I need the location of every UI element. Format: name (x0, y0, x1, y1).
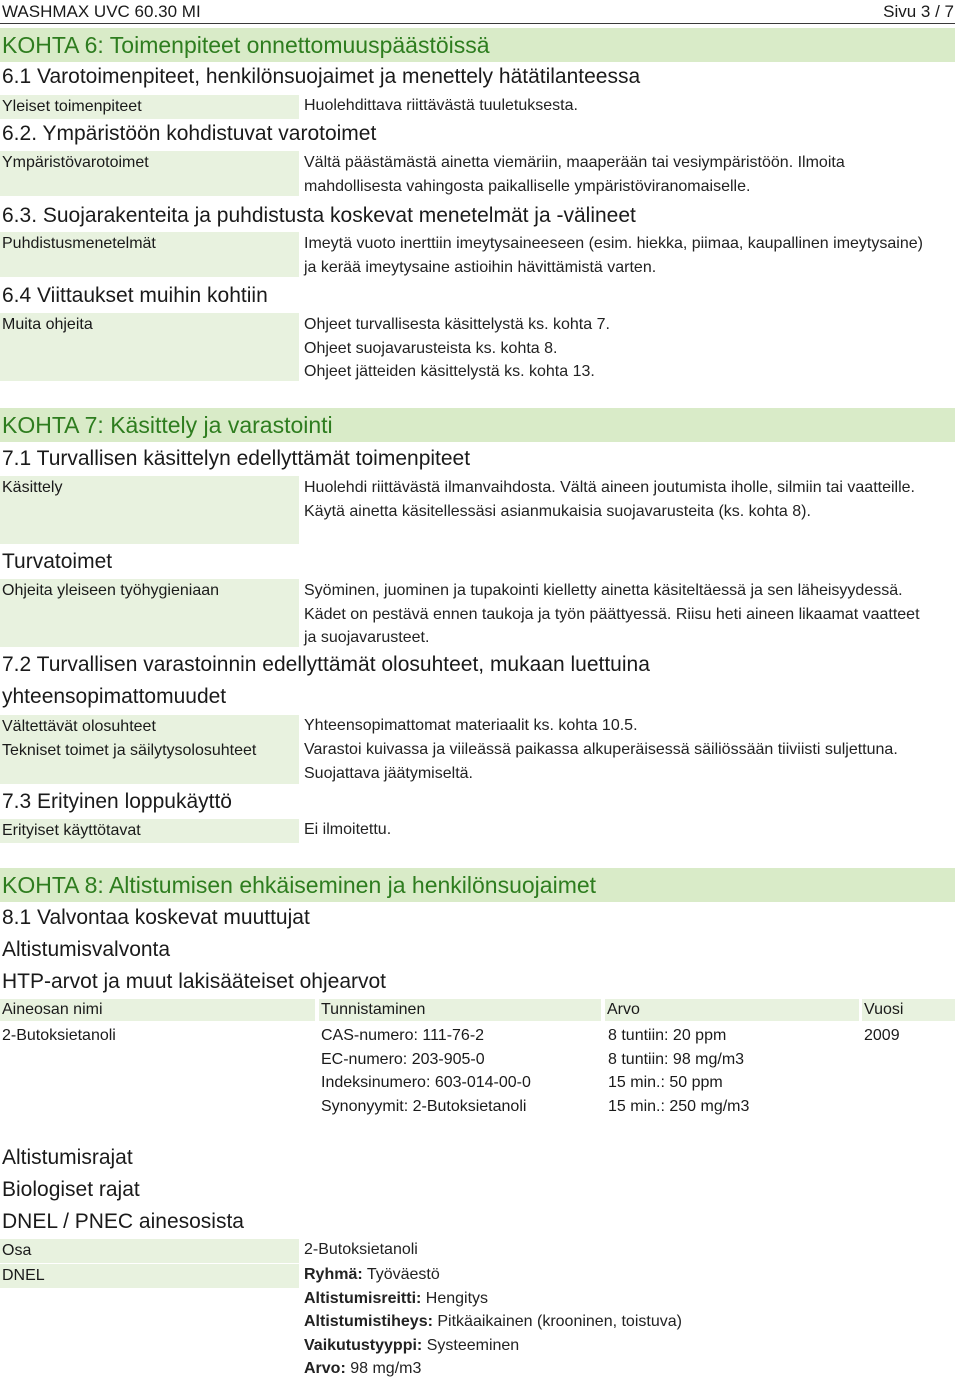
safety-measures-heading: Turvatoimet (2, 550, 113, 573)
dnel-item-value: 98 mg/m3 (350, 1360, 422, 1377)
biological-limits-heading: Biologiset rajat (2, 1178, 140, 1201)
dnel-item-key: Arvo: (304, 1360, 346, 1377)
section-6-heading: KOHTA 6: Toimenpiteet onnettomuuspäästöissä (0, 28, 955, 62)
value-component: 2-Butoksietanoli (304, 1241, 418, 1258)
section-8-heading: KOHTA 8: Altistumisen ehkäiseminen ja henkilönsuojaimet (0, 868, 955, 902)
value-specific-uses: Ei ilmoitettu. (304, 821, 392, 838)
subsection-7-3-heading: 7.3 Erityinen loppukäyttö (2, 790, 232, 813)
value-cleanup-methods: Imeytä vuoto inerttiin imeytysaineeseen (esim. hiekka, piimaa, kaupallinen imeytysaine) ja kerää imeytysaine astioihin hävittämistä varten. (304, 235, 923, 276)
subsection-6-1-heading: 6.1 Varotoimenpiteet, henkilönsuojaimet ja menettely hätätilanteessa (2, 65, 641, 88)
dnel-item (304, 1287, 924, 1311)
page-number: Sivu 3 / 7 (883, 2, 954, 21)
subsection-7-2-heading-line1: 7.2 Turvallisen varastoinnin edellyttämät olosuhteet, mukaan luettuina (2, 653, 650, 676)
value-hygiene: Syöminen, juominen ja tupakointi kielletty ainetta käsiteltäessä ja sen läheisyydessä. Kädet on pestävä ennen taukoja ja työn päättyessä. Riisu heti aineen likaamat vaatteet ja suojavarusteet. (304, 582, 920, 646)
label-environmental-precautions: Ympäristövarotoimet (0, 151, 299, 196)
table-header-value: Arvo (605, 999, 859, 1021)
value-handling: Huolehdi riittävästä ilmanvaihdosta. Vältä aineen joutumista iholle, silmiin tai vaatteille. Käytä ainetta käsitellessäsi asianmukaisia suojavarusteita (ks. kohta 8). (304, 479, 915, 520)
dnel-item-value: Työväestö (366, 1266, 440, 1283)
dnel-item (304, 1310, 924, 1334)
table-cell-name: 2-Butoksietanoli (2, 1027, 116, 1044)
label-conditions-to-avoid: Vältettävät olosuhteet (0, 715, 299, 739)
table-cell-values (608, 1024, 749, 1118)
product-name: WASHMAX UVC 60.30 MI (2, 2, 201, 21)
value-environmental-precautions: Vältä päästämästä ainetta viemäriin, maaperään tai vesiympäristöön. Ilmoita mahdollisesta vahingosta paikalliselle ympäristöviranomaiselle. (304, 154, 845, 195)
label-cleanup-methods: Puhdistusmenetelmät (0, 232, 299, 277)
subsection-8-1-heading: 8.1 Valvontaa koskevat muuttujat (2, 906, 310, 929)
exposure-limits-heading: Altistumisrajat (2, 1146, 133, 1169)
dnel-item-key: Ryhmä: (304, 1266, 363, 1283)
limit-value-line: 15 min.: 50 ppm (608, 1074, 723, 1091)
dnel-item-value: Pitkäaikainen (krooninen, toistuva) (437, 1313, 682, 1330)
identifier-line: Indeksinumero: 603-014-00-0 (321, 1074, 531, 1091)
identifier-line: EC-numero: 203-905-0 (321, 1050, 485, 1068)
table-cell-year: 2009 (864, 1027, 900, 1044)
label-component: Osa (0, 1239, 299, 1263)
subsection-6-4-heading: 6.4 Viittaukset muihin kohtiin (2, 284, 268, 307)
label-specific-uses: Erityiset käyttötavat (0, 819, 299, 843)
htp-values-heading: HTP-arvot ja muut lakisääteiset ohjearvot (2, 970, 386, 993)
header-rule (0, 23, 955, 24)
table-cell-identification (321, 1024, 531, 1118)
limit-value-line: 8 tuntiin: 98 mg/m3 (608, 1050, 745, 1068)
identifier-line: Synonyymit: 2-Butoksietanoli (321, 1097, 527, 1115)
value-dnel (304, 1263, 924, 1381)
subsection-7-2-heading-line2: yhteensopimattomuudet (2, 685, 227, 708)
subsection-6-3-heading: 6.3. Suojarakenteita ja puhdistusta koskevat menetelmät ja -välineet (2, 204, 636, 227)
dnel-item-key: Vaikutustyyppi: (304, 1336, 423, 1354)
dnel-item-key: Altistumisreitti: (304, 1289, 422, 1307)
subsection-7-1-heading: 7.1 Turvallisen käsittelyn edellyttämät toimenpiteet (2, 447, 471, 470)
reference-line: Ohjeet turvallisesta käsittelystä ks. kohta 7. (304, 316, 610, 333)
limit-value-line: 8 tuntiin: 20 ppm (608, 1027, 727, 1044)
label-dnel: DNEL (0, 1264, 299, 1288)
dnel-item (304, 1357, 924, 1381)
table-header-name: Aineosan nimi (0, 999, 315, 1021)
dnel-item-key: Altistumistiheys: (304, 1313, 433, 1330)
value-other-instructions (304, 313, 924, 384)
dnel-pnec-heading: DNEL / PNEC ainesosista (2, 1210, 244, 1233)
table-header-year: Vuosi (862, 999, 955, 1021)
limit-value-line: 15 min.: 250 mg/m3 (608, 1097, 750, 1115)
table-header-identification: Tunnistaminen (319, 999, 601, 1021)
reference-line: Ohjeet suojavarusteista ks. kohta 8. (304, 339, 558, 357)
exposure-control-heading: Altistumisvalvonta (2, 938, 171, 961)
value-conditions-to-avoid: Yhteensopimattomat materiaalit ks. kohta 10.5. (304, 717, 638, 734)
label-hygiene: Ohjeita yleiseen työhygieniaan (0, 579, 299, 647)
value-technical-storage: Varastoi kuivassa ja viileässä paikassa alkuperäisessä säiliössään tiiviisti suljettuna. Suojattava jäätymiseltä. (304, 741, 898, 782)
value-general-measures: Huolehdittava riittävästä tuuletuksesta. (304, 97, 578, 114)
dnel-item (304, 1263, 924, 1287)
label-technical-storage: Tekniset toimet ja säilytysolosuhteet (0, 739, 299, 784)
section-7-heading: KOHTA 7: Käsittely ja varastointi (0, 408, 955, 442)
dnel-item (304, 1334, 924, 1358)
label-other-instructions: Muita ohjeita (0, 313, 299, 381)
label-handling: Käsittely (0, 476, 299, 544)
reference-line: Ohjeet jätteiden käsittelystä ks. kohta 13. (304, 363, 595, 380)
dnel-item-value: Hengitys (425, 1289, 489, 1307)
dnel-item-value: Systeeminen (426, 1336, 520, 1354)
identifier-line: CAS-numero: 111-76-2 (321, 1027, 485, 1044)
subsection-6-2-heading: 6.2. Ympäristöön kohdistuvat varotoimet (2, 122, 377, 145)
label-general-measures: Yleiset toimenpiteet (0, 95, 299, 119)
